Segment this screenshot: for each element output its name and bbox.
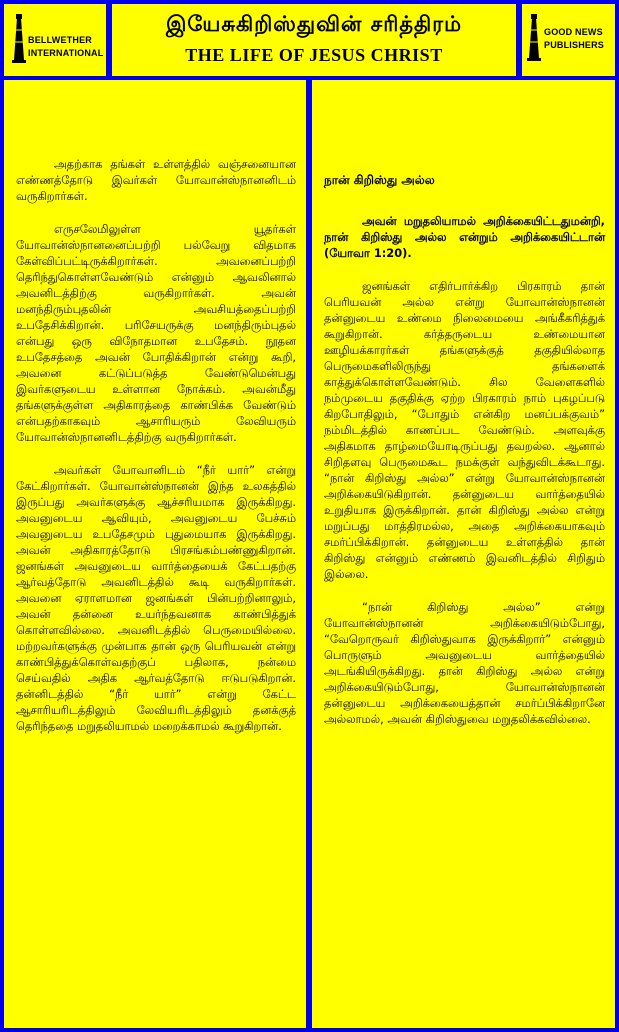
- title-panel: [112, 4, 516, 76]
- paragraph: “நான் கிறிஸ்து அல்ல” என்று யோவான்ஸ்நானன் அறிக்கையிடும்போது, “வேறொருவர் கிறிஸ்துவாக இருக்கிறார்” என்னும் பொருளும் அவனுடைய வார்த்தையில் அடங்கியிருக்கிறது. தான் கிறிஸ்து அல்ல என்று அறிக்கையிடும்போது, யோவான்ஸ்நானன் தன்னுடைய அறிக்கையைத்தான் சமர்ப்பிக்கிறானே அல்லாமல், அவன் கிறிஸ்துவை மறுதலிக்கவில்லை.: [324, 600, 605, 726]
- good-news-logo-text: [544, 26, 604, 52]
- paragraph: அவர்கள் யோவானிடம் “நீர் யார்” என்று கேட்கிறார்கள். யோவான்ஸ்நானன் இந்த உலகத்தில் இருப்பது அவர்களுக்கு ஆச்சரியமாக இருக்கிறது. அவனுடைய ஆவியும், அவனுடைய பேச்சும் அவனுடைய உபதேசமும் புதுமையாக இருக்கிறது. அவன் அதிகாரத்தோடு பிரசங்கம்பண்ணுகிறான். ஜனங்கள் அவனுடைய வார்த்தையைக் கேட்பதற்கு ஆர்வத்தோடு அவனிடத்தில் கூடி வருகிறார்கள். அவனை ஏராளமான ஜனங்கள் பின்பற்றினாலும், அவன் தன்னை உயர்ந்தவனாக காண்பித்துக் கொள்ளவில்லை. அவனிடத்தில் பெருமையில்லை. மற்றவர்களுக்கு முன்பாக தான் ஒரு பெரியவன் என்று காண்பித்துக்கொள்வதற்குப் பதிலாக, நன்மை செய்வதில் அதிக ஆர்வத்தோடு ஈடுபடுகிறான். தன்னிடத்தில் “நீர் யார்” என்று கேட்ட ஆசாரியரிடத்திலும் லேவியரிடத்திலும் தனக்குத் தெரிந்ததை மறுதலியாமல் மறைக்காமல் கூறுகிறான்.: [16, 463, 296, 733]
- title-english: THE LIFE OF JESUS CHRIST: [185, 45, 443, 65]
- section-heading: நான் கிறிஸ்து அல்ல: [324, 173, 435, 187]
- bellwether-logo-panel: [4, 4, 106, 76]
- good-news-logo-panel: [522, 4, 615, 76]
- lighthouse-icon: [526, 12, 542, 62]
- logo-line-1: GOOD NEWS: [544, 27, 603, 37]
- lighthouse-icon: [10, 12, 28, 64]
- bellwether-logo-text: [28, 34, 103, 60]
- title-tamil: இயேசுகிறிஸ்துவின் சரித்திரம்: [165, 12, 463, 36]
- logo-line-2: INTERNATIONAL: [28, 48, 104, 58]
- paragraph: ஜனங்கள் எதிர்பார்க்கிற பிரகாரம் தான் பெரியவன் அல்ல என்று யோவான்ஸ்நானன் தன்னுடைய உண்மை நிலைமையை அங்கீகரித்துக் கூறுகிறான். கர்த்தருடைய உண்மையான ஊழியக்காரர்கள் தங்களுக்குத் தகுதியில்லாத பெருமைகளிலிருந்து தங்களைக் காத்துக்கொள்ளவேண்டும். சில வேளைகளில் நம்முடைய தகுதிக்கு ஏற்ற பிரகாரம் நாம் புகழப்படு கிறபோதிலும், “போதும் என்கிற மனப்பக்குவம்” நம்மிடத்தில் காணப்பட வேண்டும். அளவுக்கு அதிகமாக தாழ்மையோடிருப்பது தவறல்ல. ஆனால் சிறிதளவு பெருமைகூட நமக்குள் வந்துவிடக்கூடாது. “நான் கிறிஸ்து அல்ல” என்று யோவான்ஸ்நானன் அறிக்கையிடுகிறான். தன்னுடைய வார்த்தையில் உறுதியாக இருக்கிறான். தான் கிறிஸ்து அல்ல என்று மறுப்பது மாத்திரமல்ல, அதை அறிக்கையாகவும் சமர்ப்பிக்கிறான். தன்னுடைய உள்ளத்தில் தான் கிறிஸ்து என்னும் எண்ணம் இவனிடத்தில் சிறிதும் இல்லை.: [324, 279, 605, 581]
- paragraph: அதற்காக தங்கள் உள்ளத்தில் வஞ்சனையான எண்ணத்தோடு இவர்கள் யோவான்ஸ்நானனிடம் வருகிறார்கள்.: [16, 157, 296, 203]
- top-spacer: [16, 80, 296, 156]
- paragraph: எருசலேமிலுள்ள யூதர்கள் யோவான்ஸ்நானனைப்பற்றி பல்வேறு விதமாக கேள்விப்பட்டிருக்கிறார்கள். அவனைப்பற்றி தெரிந்துகொள்ளவேண்டும் என்னும் ஆவலினால் அவனிடத்திற்கு வருகிறார்கள். அவன் மனந்திரும்புதலின் அவசியத்தைப்பற்றி உபதேசிக்கிறான். பரிசேயருக்கு மனந்திரும்புதல் என்பது ஒரு விநோதமான உபதேசம். நூதன உபதேசத்தை அவன் போதிக்கிறான் என்று கூறி, அவனை கட்டுப்படுத்த வேண்டுமென்பது இவர்களுடைய உள்ளான நோக்கம். அவன்மீது தங்களுக்குள்ள அதிகாரத்தை காண்பிக்க வேண்டும் என்பதற்காகவும் ஆசாரியரும் லேவியரும் யோவான்ஸ்நானனிடத்திற்கு வருகிறார்கள்.: [16, 222, 296, 444]
- right-column: [312, 80, 615, 1028]
- top-spacer: [324, 80, 605, 172]
- logo-line-2: PUBLISHERS: [544, 40, 605, 50]
- logo-line-1: BELLWETHER: [28, 35, 92, 45]
- left-column: [4, 80, 306, 1028]
- scripture-verse: அவன் மறுதலியாமல் அறிக்கையிட்டதுமன்றி, நான் கிறிஸ்து அல்ல என்றும் அறிக்கையிட்டான் (யோவா 1:20).: [324, 214, 605, 260]
